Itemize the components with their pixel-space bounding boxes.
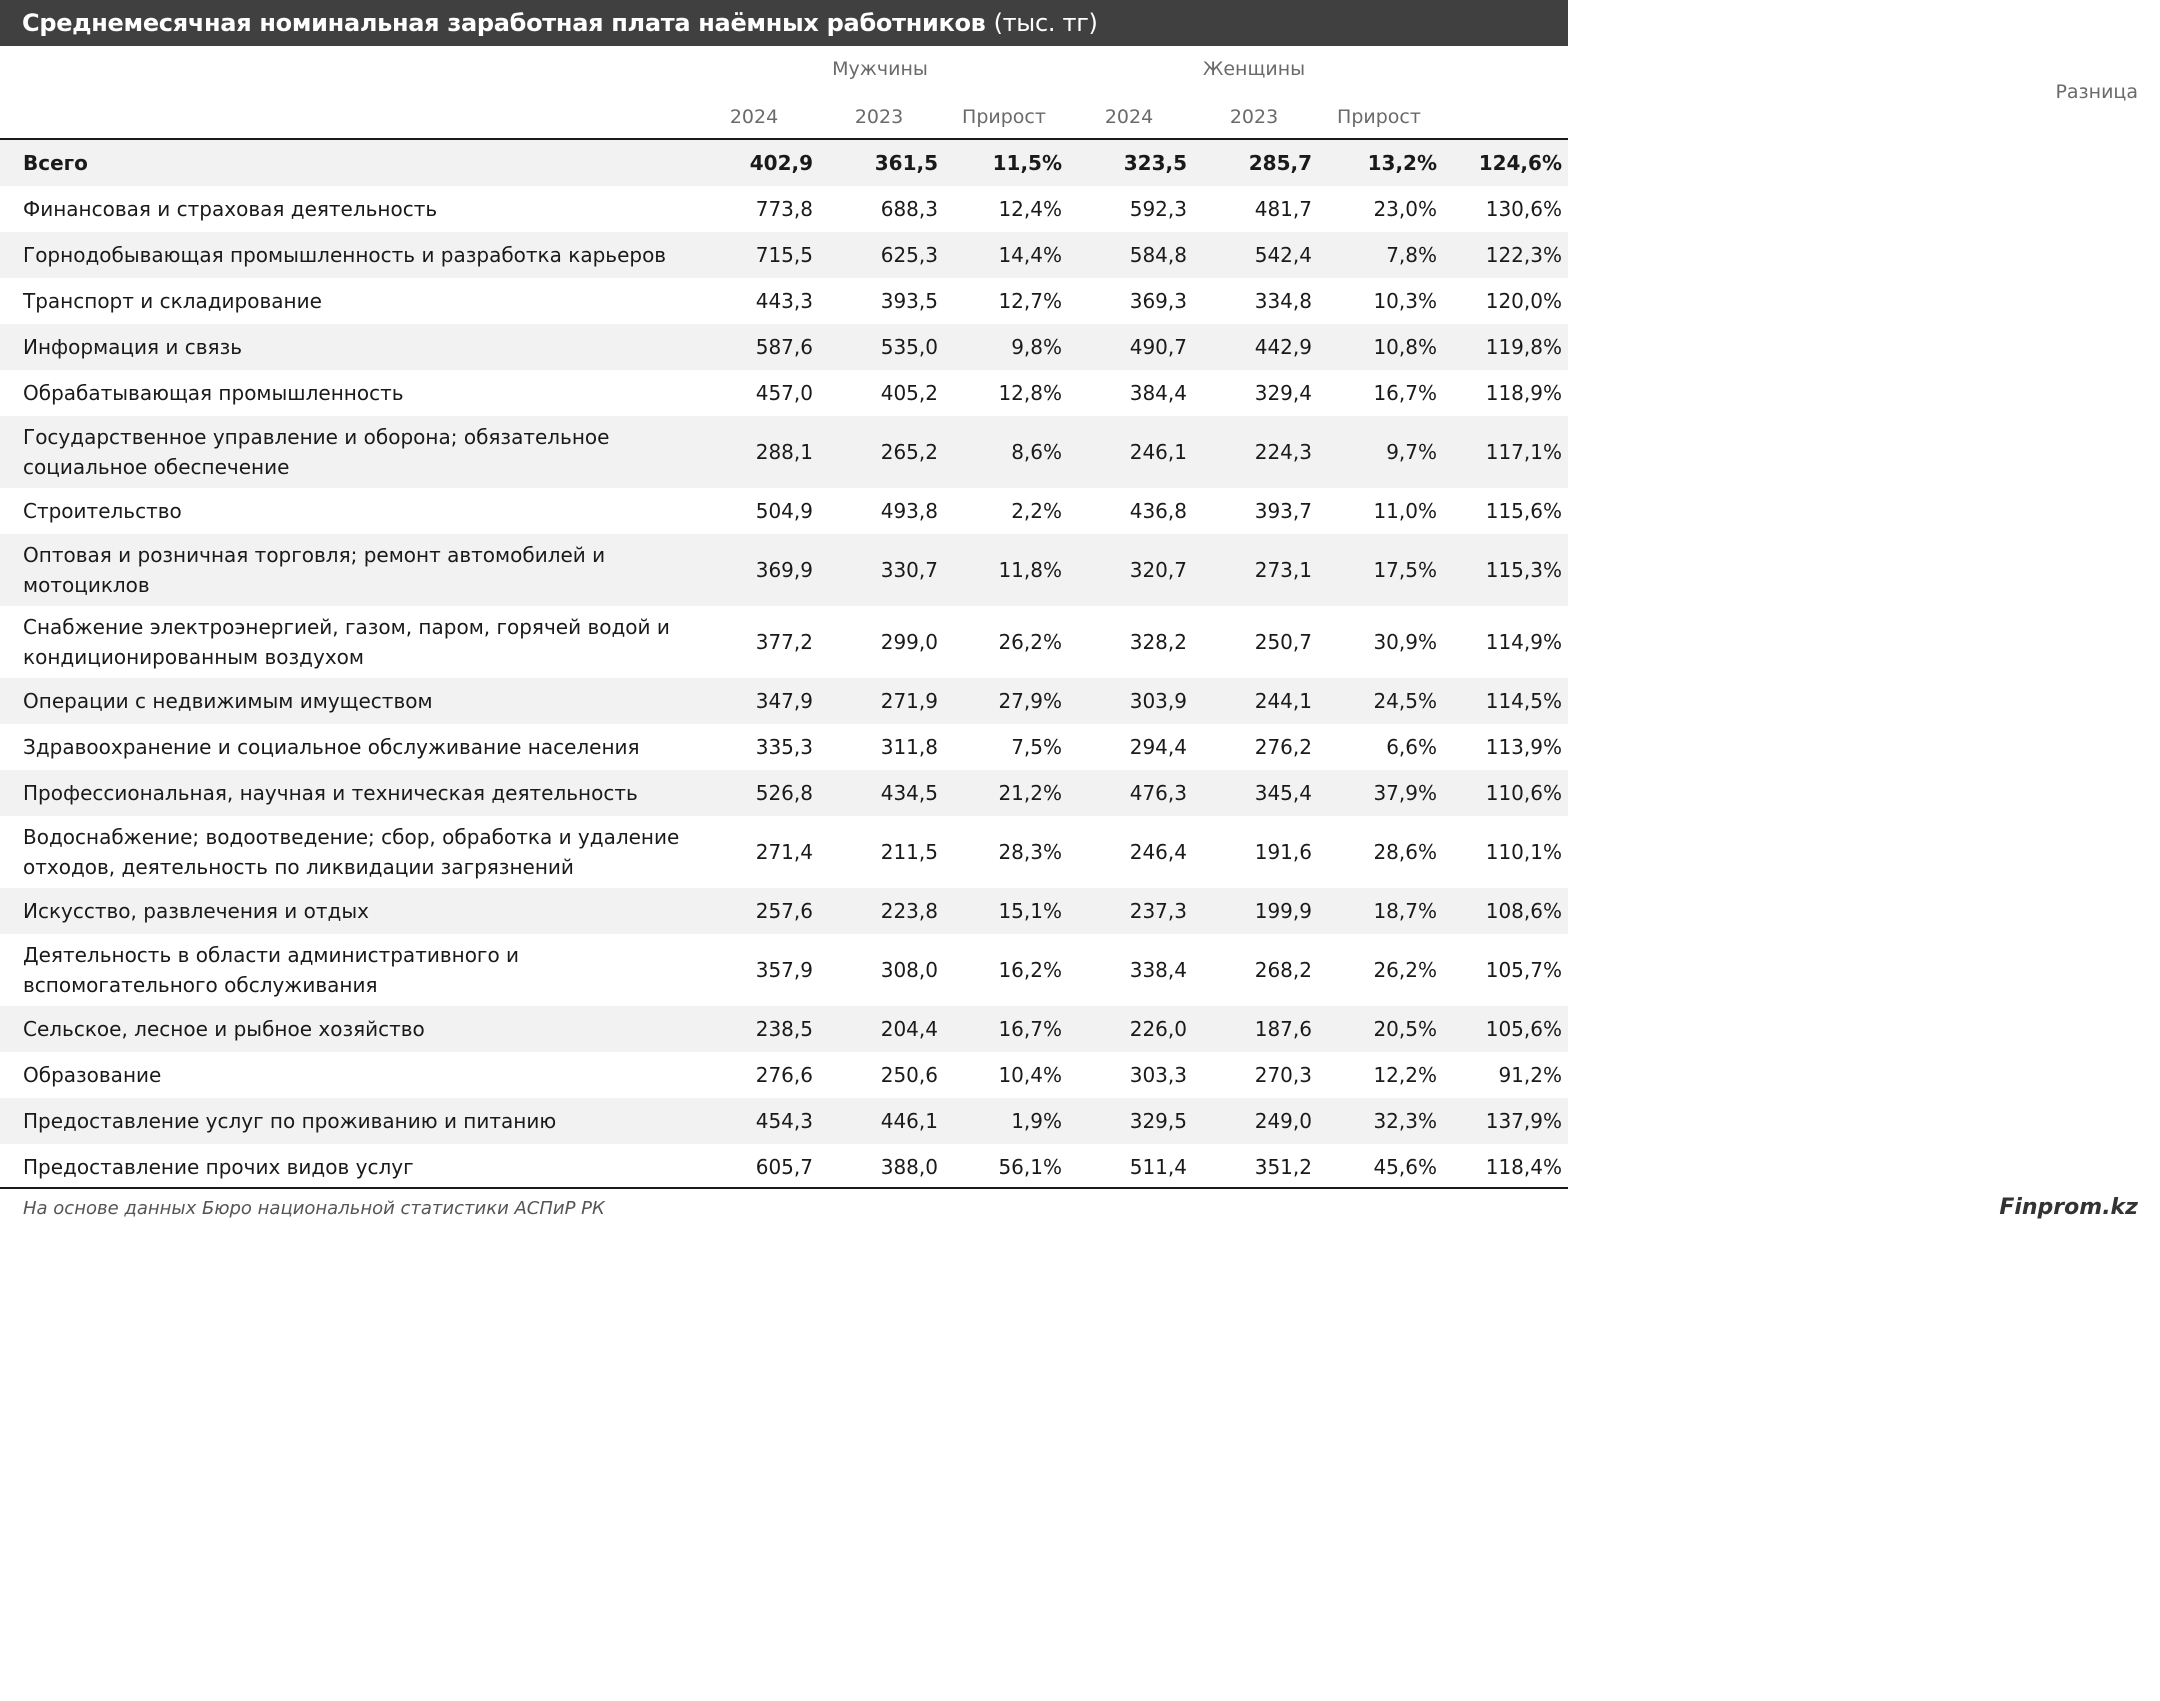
table-row: [0, 534, 1568, 606]
women-2023-cell: 351,2: [1254, 1155, 1312, 1179]
women-2023-cell: 270,3: [1254, 1063, 1312, 1087]
header-men-growth: Прирост: [962, 106, 1046, 128]
women-2024-cell: 369,3: [1129, 289, 1187, 313]
women-growth-cell: 28,6%: [1373, 840, 1437, 864]
industry-name: Горнодобывающая промышленность и разработка карьеров: [0, 232, 689, 278]
women-2024-cell: 384,4: [1129, 381, 1187, 405]
women-2024-cell: 584,8: [1062, 232, 1187, 278]
men-2023-cell: 330,7: [813, 534, 938, 606]
women-growth-cell: 6,6%: [1386, 735, 1437, 759]
table-row: [0, 724, 1568, 770]
source-note: На основе данных Бюро национальной статистики АСПиР РК: [23, 1198, 605, 1219]
women-2024-cell: 436,8: [1129, 499, 1187, 523]
women-2024-cell: 329,5: [1062, 1098, 1187, 1144]
men-growth-cell: 9,8%: [938, 324, 1062, 370]
industry-name: Обрабатывающая промышленность: [23, 381, 404, 405]
women-growth-cell: 45,6%: [1373, 1155, 1437, 1179]
women-2024-cell: 246,4: [1129, 840, 1187, 864]
women-2024-cell: 246,1: [1062, 416, 1187, 488]
women-growth-cell: 20,5%: [1312, 1006, 1437, 1052]
men-2024-cell: 715,5: [689, 232, 813, 278]
women-2024-cell: 303,9: [1062, 678, 1187, 724]
title-unit: (тыс. тг): [993, 9, 1098, 37]
women-2024-cell: 237,3: [1062, 888, 1187, 934]
men-2024-cell: 335,3: [755, 735, 813, 759]
table-row: [0, 888, 1568, 934]
header-women-2024: 2024: [1104, 106, 1154, 128]
men-growth-cell: 12,7%: [998, 289, 1062, 313]
women-growth-cell: 32,3%: [1312, 1098, 1437, 1144]
men-growth-cell: 11,5%: [938, 140, 1062, 186]
difference-cell: 118,4%: [1485, 1155, 1562, 1179]
women-2023-cell: 334,8: [1254, 289, 1312, 313]
men-2023-cell: 204,4: [813, 1006, 938, 1052]
women-2023-cell: 285,7: [1187, 140, 1312, 186]
men-2023-cell: 223,8: [813, 888, 938, 934]
women-2024-cell: 320,7: [1062, 534, 1187, 606]
men-2023-cell: 446,1: [813, 1098, 938, 1144]
women-growth-cell: 24,5%: [1312, 678, 1437, 724]
men-2023-cell: 265,2: [813, 416, 938, 488]
women-2023-cell: 329,4: [1254, 381, 1312, 405]
industry-name: Операции с недвижимым имуществом: [0, 678, 689, 724]
men-2024-cell: 271,4: [755, 840, 813, 864]
industry-name: Предоставление прочих видов услуг: [23, 1155, 414, 1179]
women-2023-cell: 273,1: [1187, 534, 1312, 606]
women-2024-cell: 476,3: [1062, 770, 1187, 816]
difference-cell: 119,8%: [1437, 324, 1568, 370]
men-2024-cell: 587,6: [689, 324, 813, 370]
industry-name: Здравоохранение и социальное обслуживание населения: [23, 735, 640, 759]
women-growth-cell: 26,2%: [1373, 958, 1437, 982]
women-growth-cell: 7,8%: [1312, 232, 1437, 278]
men-2023-cell: 625,3: [813, 232, 938, 278]
table-row: [0, 370, 1568, 416]
table-row: [0, 1098, 1568, 1144]
women-2023-cell: 187,6: [1187, 1006, 1312, 1052]
men-2024-cell: 605,7: [755, 1155, 813, 1179]
women-growth-cell: 9,7%: [1312, 416, 1437, 488]
table-row: [0, 934, 1568, 1006]
men-2023-cell: 299,0: [880, 630, 938, 654]
difference-cell: 105,7%: [1485, 958, 1562, 982]
men-2024-cell: 457,0: [755, 381, 813, 405]
table-body: [0, 140, 1568, 1190]
header-women-growth: Прирост: [1337, 106, 1421, 128]
men-growth-cell: 11,8%: [938, 534, 1062, 606]
men-growth-cell: 16,7%: [938, 1006, 1062, 1052]
difference-cell: 117,1%: [1437, 416, 1568, 488]
women-growth-cell: 12,2%: [1373, 1063, 1437, 1087]
women-2023-cell: 224,3: [1187, 416, 1312, 488]
men-2023-cell: 250,6: [880, 1063, 938, 1087]
men-growth-cell: 8,6%: [938, 416, 1062, 488]
women-growth-cell: 13,2%: [1312, 140, 1437, 186]
industry-name: Предоставление услуг по проживанию и питанию: [0, 1098, 689, 1144]
women-growth-cell: 10,8%: [1312, 324, 1437, 370]
difference-cell: 122,3%: [1437, 232, 1568, 278]
men-growth-cell: 12,8%: [998, 381, 1062, 405]
men-2024-cell: 402,9: [689, 140, 813, 186]
industry-name: Оптовая и розничная торговля; ремонт автомобилей и мотоциклов: [0, 534, 689, 606]
difference-cell: 113,9%: [1485, 735, 1562, 759]
industry-name: Профессиональная, научная и техническая деятельность: [0, 770, 689, 816]
difference-cell: 110,1%: [1485, 840, 1562, 864]
men-2024-cell: 347,9: [689, 678, 813, 724]
men-growth-cell: 26,2%: [998, 630, 1062, 654]
men-growth-cell: 56,1%: [998, 1155, 1062, 1179]
difference-cell: 105,6%: [1437, 1006, 1568, 1052]
table-row: [0, 186, 1568, 232]
men-2024-cell: 377,2: [755, 630, 813, 654]
women-2023-cell: 345,4: [1187, 770, 1312, 816]
men-growth-cell: 28,3%: [998, 840, 1062, 864]
women-2023-cell: 244,1: [1187, 678, 1312, 724]
men-2024-cell: 257,6: [689, 888, 813, 934]
women-growth-cell: 17,5%: [1312, 534, 1437, 606]
table-row: [0, 1144, 1568, 1190]
title-text: Среднемесячная номинальная заработная плата наёмных работников: [22, 9, 986, 37]
women-growth-cell: 30,9%: [1373, 630, 1437, 654]
men-2024-cell: 504,9: [755, 499, 813, 523]
industry-name: Искусство, развлечения и отдых: [0, 888, 689, 934]
women-2023-cell: 191,6: [1254, 840, 1312, 864]
women-2023-cell: 481,7: [1254, 197, 1312, 221]
industry-name: Всего: [0, 140, 689, 186]
men-2024-cell: 288,1: [689, 416, 813, 488]
men-2023-cell: 211,5: [880, 840, 938, 864]
men-growth-cell: 14,4%: [938, 232, 1062, 278]
men-growth-cell: 1,9%: [938, 1098, 1062, 1144]
table-title: [0, 0, 1568, 46]
table-row: [0, 678, 1568, 724]
table-row: [0, 1006, 1568, 1052]
women-growth-cell: 11,0%: [1373, 499, 1437, 523]
men-2024-cell: 526,8: [689, 770, 813, 816]
men-2024-cell: 454,3: [689, 1098, 813, 1144]
footer-rule: [0, 1187, 1568, 1189]
industry-name: Финансовая и страховая деятельность: [23, 197, 438, 221]
men-2023-cell: 434,5: [813, 770, 938, 816]
women-growth-cell: 16,7%: [1373, 381, 1437, 405]
women-2024-cell: 592,3: [1129, 197, 1187, 221]
header-women: Женщины: [1202, 58, 1306, 80]
industry-name: Снабжение электроэнергией, газом, паром, горячей водой и кондиционированным воздухом: [23, 615, 670, 669]
table-row: [0, 278, 1568, 324]
header-women-2023: 2023: [1229, 106, 1279, 128]
women-growth-cell: 37,9%: [1312, 770, 1437, 816]
table-row: [0, 770, 1568, 816]
women-2024-cell: 294,4: [1129, 735, 1187, 759]
table-row: [0, 324, 1568, 370]
women-2024-cell: 323,5: [1062, 140, 1187, 186]
industry-name: Образование: [23, 1063, 162, 1087]
women-2023-cell: 268,2: [1254, 958, 1312, 982]
difference-cell: 110,6%: [1437, 770, 1568, 816]
men-growth-cell: 7,5%: [1011, 735, 1062, 759]
women-2023-cell: 442,9: [1187, 324, 1312, 370]
industry-name: Водоснабжение; водоотведение; сбор, обработка и удаление отходов, деятельность по ликвидации загрязнений: [23, 825, 680, 879]
men-2023-cell: 535,0: [813, 324, 938, 370]
difference-cell: 115,3%: [1437, 534, 1568, 606]
table-row: [0, 232, 1568, 278]
women-2024-cell: 511,4: [1129, 1155, 1187, 1179]
header-diff: Разница: [2055, 81, 2138, 103]
men-2023-cell: 405,2: [880, 381, 938, 405]
table-row: [0, 816, 1568, 888]
difference-cell: 120,0%: [1485, 289, 1562, 313]
women-2024-cell: 490,7: [1062, 324, 1187, 370]
men-growth-cell: 16,2%: [998, 958, 1062, 982]
women-growth-cell: 18,7%: [1312, 888, 1437, 934]
brand-logo: Finprom.kz: [1999, 1195, 2138, 1220]
men-2023-cell: 688,3: [880, 197, 938, 221]
difference-cell: 114,9%: [1485, 630, 1562, 654]
difference-cell: 130,6%: [1485, 197, 1562, 221]
women-2024-cell: 328,2: [1129, 630, 1187, 654]
men-2024-cell: 443,3: [755, 289, 813, 313]
header-men-2024: 2024: [729, 106, 779, 128]
table-row: [0, 416, 1568, 488]
industry-name: Деятельность в области административного и вспомогательного обслуживания: [23, 943, 520, 997]
difference-cell: 114,5%: [1437, 678, 1568, 724]
salary-table: [0, 140, 1568, 1190]
women-2024-cell: 338,4: [1129, 958, 1187, 982]
header-men: Мужчины: [832, 58, 928, 80]
header-men-2023: 2023: [854, 106, 904, 128]
table-row: [0, 1052, 1568, 1098]
men-2023-cell: 308,0: [880, 958, 938, 982]
women-2023-cell: 393,7: [1254, 499, 1312, 523]
men-2024-cell: 238,5: [689, 1006, 813, 1052]
industry-name: Транспорт и складирование: [23, 289, 322, 313]
men-growth-cell: 2,2%: [1011, 499, 1062, 523]
women-2023-cell: 276,2: [1254, 735, 1312, 759]
industry-name: Сельское, лесное и рыбное хозяйство: [0, 1006, 689, 1052]
women-2023-cell: 199,9: [1187, 888, 1312, 934]
difference-cell: 108,6%: [1437, 888, 1568, 934]
difference-cell: 124,6%: [1437, 140, 1568, 186]
women-growth-cell: 23,0%: [1373, 197, 1437, 221]
men-2024-cell: 773,8: [755, 197, 813, 221]
men-growth-cell: 10,4%: [998, 1063, 1062, 1087]
men-growth-cell: 21,2%: [938, 770, 1062, 816]
men-2023-cell: 361,5: [813, 140, 938, 186]
men-2023-cell: 271,9: [813, 678, 938, 724]
men-2024-cell: 369,9: [689, 534, 813, 606]
industry-name: Информация и связь: [0, 324, 689, 370]
industry-name: Государственное управление и оборона; обязательное социальное обеспечение: [0, 416, 689, 488]
men-growth-cell: 12,4%: [998, 197, 1062, 221]
table-row: [0, 488, 1568, 534]
women-2023-cell: 542,4: [1187, 232, 1312, 278]
men-growth-cell: 27,9%: [938, 678, 1062, 724]
difference-cell: 115,6%: [1485, 499, 1562, 523]
women-growth-cell: 10,3%: [1373, 289, 1437, 313]
men-2024-cell: 357,9: [755, 958, 813, 982]
women-2024-cell: 226,0: [1062, 1006, 1187, 1052]
men-2023-cell: 393,5: [880, 289, 938, 313]
men-2023-cell: 311,8: [880, 735, 938, 759]
difference-cell: 91,2%: [1498, 1063, 1562, 1087]
women-2023-cell: 249,0: [1187, 1098, 1312, 1144]
difference-cell: 118,9%: [1485, 381, 1562, 405]
men-2023-cell: 388,0: [880, 1155, 938, 1179]
women-2024-cell: 303,3: [1129, 1063, 1187, 1087]
men-2024-cell: 276,6: [755, 1063, 813, 1087]
women-2023-cell: 250,7: [1254, 630, 1312, 654]
men-2023-cell: 493,8: [880, 499, 938, 523]
total-row: [0, 140, 1568, 186]
industry-name: Строительство: [23, 499, 182, 523]
men-growth-cell: 15,1%: [938, 888, 1062, 934]
table-row: [0, 606, 1568, 678]
difference-cell: 137,9%: [1437, 1098, 1568, 1144]
